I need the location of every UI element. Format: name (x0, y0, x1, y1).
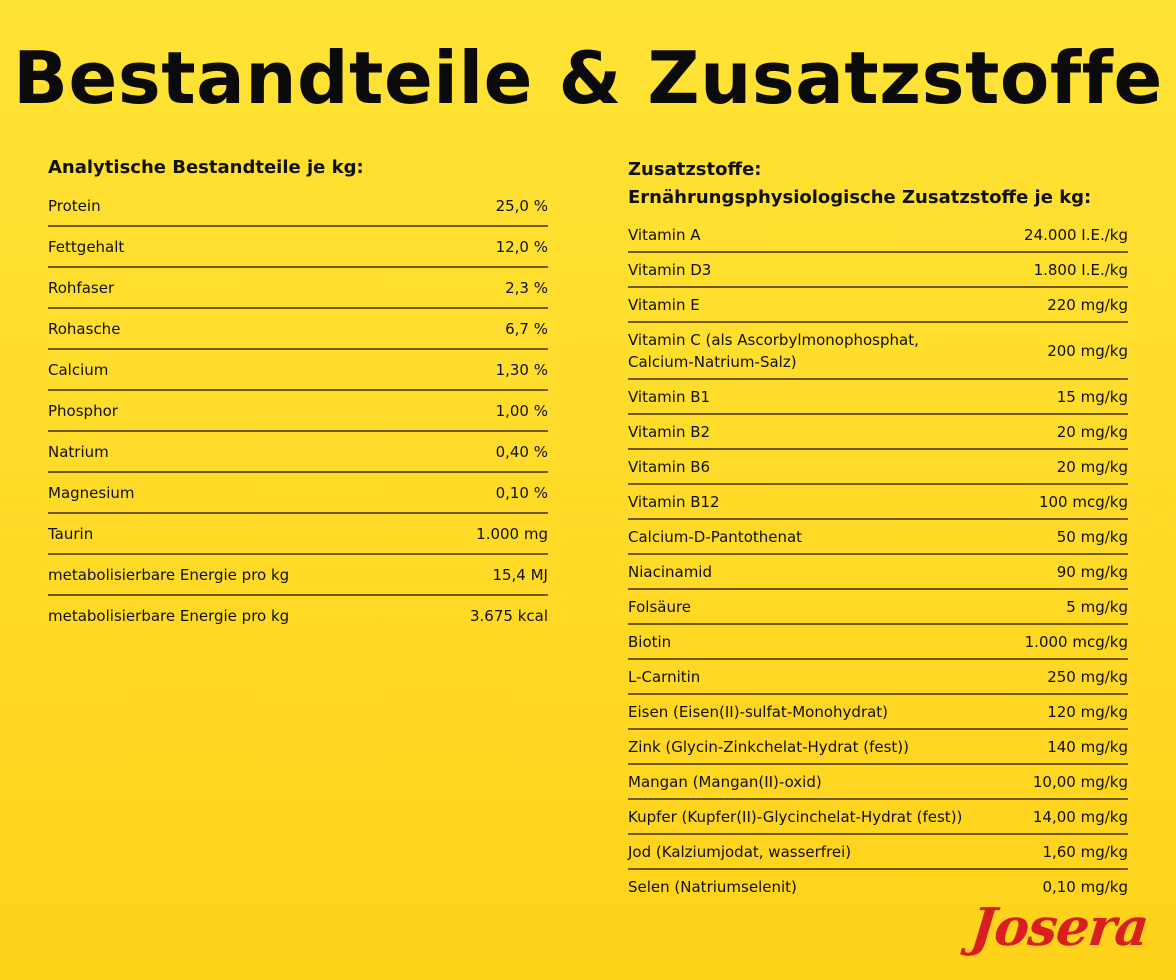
table-row (48, 350, 548, 391)
row-value: 15 mg/kg (1056, 387, 1128, 406)
row-value: 120 mg/kg (1047, 702, 1128, 721)
table-row (628, 835, 1128, 870)
table-row (48, 268, 548, 309)
table-row (48, 473, 548, 514)
row-label: Taurin (48, 524, 94, 543)
row-label: Fettgehalt (48, 237, 125, 256)
row-label: Phosphor (48, 401, 118, 420)
additives-subheading: Ernährungsphysiologische Zusatzstoffe je kg: (628, 187, 1092, 208)
row-label-line-1: Vitamin C (als Ascorbylmonophosphat, (628, 330, 919, 349)
row-label: Calcium (48, 360, 109, 379)
table-row (628, 730, 1128, 765)
table-row (628, 380, 1128, 415)
row-value: 1,00 % (495, 401, 548, 420)
row-label: Vitamin B6 (628, 457, 711, 476)
table-row (628, 590, 1128, 625)
row-label: Vitamin B2 (628, 422, 711, 441)
row-label: Rohfaser (48, 278, 115, 297)
row-label: Selen (Natriumselenit) (628, 877, 797, 896)
table-row (48, 186, 548, 227)
table-row (628, 415, 1128, 450)
row-label: metabolisierbare Energie pro kg (48, 565, 290, 584)
row-label: Vitamin E (628, 295, 700, 314)
row-value: 20 mg/kg (1056, 422, 1128, 441)
row-label: Calcium-D-Pantothenat (628, 527, 803, 546)
table-row (628, 485, 1128, 520)
row-value: 6,7 % (505, 319, 548, 338)
row-value: 5 mg/kg (1066, 597, 1128, 616)
row-value: 20 mg/kg (1056, 457, 1128, 476)
analytical-heading: Analytische Bestandteile je kg: (48, 157, 364, 178)
row-value: 3.675 kcal (469, 606, 548, 625)
row-label: Protein (48, 196, 101, 215)
row-label: Folsäure (628, 597, 692, 616)
row-value: 1,30 % (495, 360, 548, 379)
table-row (48, 391, 548, 432)
row-label: Vitamin B12 (628, 492, 720, 511)
row-value: 25,0 % (495, 196, 548, 215)
table-row (48, 227, 548, 268)
table-row (628, 450, 1128, 485)
row-label (628, 329, 1047, 373)
additives-section (628, 156, 1128, 903)
row-label: Magnesium (48, 483, 135, 502)
row-value: 1,60 mg/kg (1042, 842, 1128, 861)
row-value: 1.000 mg (476, 524, 548, 543)
table-row (628, 555, 1128, 590)
row-label: Vitamin D3 (628, 260, 712, 279)
row-label: Vitamin B1 (628, 387, 711, 406)
row-value: 50 mg/kg (1056, 527, 1128, 546)
row-value: 100 mcg/kg (1038, 492, 1128, 511)
row-value: 15,4 MJ (492, 565, 548, 584)
row-label: Jod (Kalziumjodat, wasserfrei) (628, 842, 852, 861)
table-row (628, 323, 1128, 380)
row-label: Zink (Glycin-Zinkchelat-Hydrat (fest)) (628, 737, 909, 756)
row-label: metabolisierbare Energie pro kg (48, 606, 290, 625)
table-row (48, 596, 548, 635)
row-value: 10,00 mg/kg (1032, 772, 1128, 791)
row-label: Niacinamid (628, 562, 712, 581)
row-label: Biotin (628, 632, 672, 651)
row-label-line-2: Calcium-Natrium-Salz) (628, 352, 797, 371)
additives-heading: Zusatzstoffe: (628, 159, 762, 180)
row-label: Vitamin A (628, 225, 701, 244)
table-row (628, 660, 1128, 695)
row-label: Natrium (48, 442, 109, 461)
row-label: Mangan (Mangan(II)-oxid) (628, 772, 822, 791)
table-row (628, 765, 1128, 800)
row-value: 12,0 % (495, 237, 548, 256)
row-value: 200 mg/kg (1047, 341, 1128, 360)
table-row (628, 800, 1128, 835)
table-row (48, 432, 548, 473)
row-value: 1.800 I.E./kg (1033, 260, 1128, 279)
row-value: 2,3 % (505, 278, 548, 297)
additives-table (628, 218, 1128, 903)
row-label: Kupfer (Kupfer(II)-Glycinchelat-Hydrat (fest)) (628, 807, 963, 826)
page-title: Bestandteile & Zusatzstoffe (13, 36, 1163, 120)
row-label: Eisen (Eisen(II)-sulfat-Monohydrat) (628, 702, 889, 721)
additives-headings (628, 156, 1128, 212)
table-row (48, 555, 548, 596)
row-label: L-Carnitin (628, 667, 701, 686)
row-value: 220 mg/kg (1047, 295, 1128, 314)
row-value: 0,10 mg/kg (1042, 877, 1128, 896)
row-value: 140 mg/kg (1047, 737, 1128, 756)
josera-logo: Josera (968, 897, 1152, 958)
row-value: 0,10 % (495, 483, 548, 502)
row-value: 0,40 % (495, 442, 548, 461)
table-row (628, 253, 1128, 288)
table-row (628, 520, 1128, 555)
table-row (628, 288, 1128, 323)
row-value: 1.000 mcg/kg (1024, 632, 1128, 651)
table-row (48, 309, 548, 350)
table-row (48, 514, 548, 555)
row-value: 250 mg/kg (1047, 667, 1128, 686)
row-value: 24.000 I.E./kg (1024, 225, 1128, 244)
analytical-section (48, 154, 548, 635)
table-row (628, 625, 1128, 660)
row-label: Rohasche (48, 319, 121, 338)
table-row (628, 218, 1128, 253)
analytical-table (48, 186, 548, 635)
table-row (628, 695, 1128, 730)
row-value: 90 mg/kg (1056, 562, 1128, 581)
row-value: 14,00 mg/kg (1032, 807, 1128, 826)
